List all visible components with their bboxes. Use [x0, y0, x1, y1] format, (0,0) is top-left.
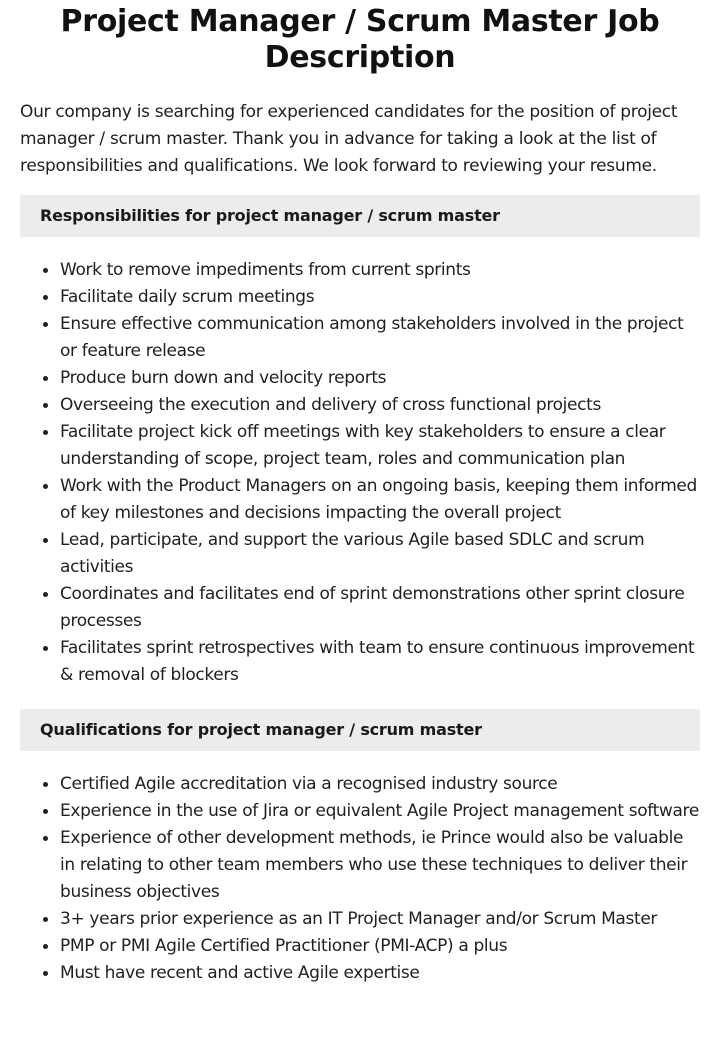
list-item: Produce burn down and velocity reports — [60, 365, 700, 392]
list-item: Facilitate daily scrum meetings — [60, 284, 700, 311]
intro-paragraph: Our company is searching for experienced candidates for the position of project manager / scrum master. Thank you in advance for taking a look at the list of responsibilities and qualifications. We look forward to reviewing your resume. — [20, 102, 678, 176]
responsibilities-heading: Responsibilities for project manager / scrum master — [20, 195, 700, 237]
list-item: Experience of other development methods, ie Prince would also be valuable in relating to other team members who use these techniques to deliver their business objectives — [60, 825, 700, 906]
list-item: 3+ years prior experience as an IT Project Manager and/or Scrum Master — [60, 906, 700, 933]
list-item: Facilitates sprint retrospectives with team to ensure continuous improvement & removal of blockers — [60, 635, 700, 689]
list-item: PMP or PMI Agile Certified Practitioner (PMI-ACP) a plus — [60, 933, 700, 960]
list-item: Work to remove impediments from current sprints — [60, 257, 700, 284]
page-title: Project Manager / Scrum Master Job Description — [60, 4, 660, 75]
list-item: Ensure effective communication among stakeholders involved in the project or feature release — [60, 311, 700, 365]
qualifications-list — [20, 771, 700, 987]
list-item: Coordinates and facilitates end of sprint demonstrations other sprint closure processes — [60, 581, 700, 635]
list-item: Certified Agile accreditation via a recognised industry source — [60, 771, 700, 798]
list-item: Facilitate project kick off meetings with key stakeholders to ensure a clear understanding of scope, project team, roles and communication plan — [60, 419, 700, 473]
list-item: Overseeing the execution and delivery of cross functional projects — [60, 392, 700, 419]
responsibilities-list — [20, 257, 700, 689]
list-item: Experience in the use of Jira or equivalent Agile Project management software — [60, 798, 700, 825]
list-item: Must have recent and active Agile expertise — [60, 960, 700, 987]
list-item: Work with the Product Managers on an ongoing basis, keeping them informed of key milestones and decisions impacting the overall project — [60, 473, 700, 527]
list-item: Lead, participate, and support the various Agile based SDLC and scrum activities — [60, 527, 700, 581]
qualifications-heading: Qualifications for project manager / scrum master — [20, 709, 700, 751]
